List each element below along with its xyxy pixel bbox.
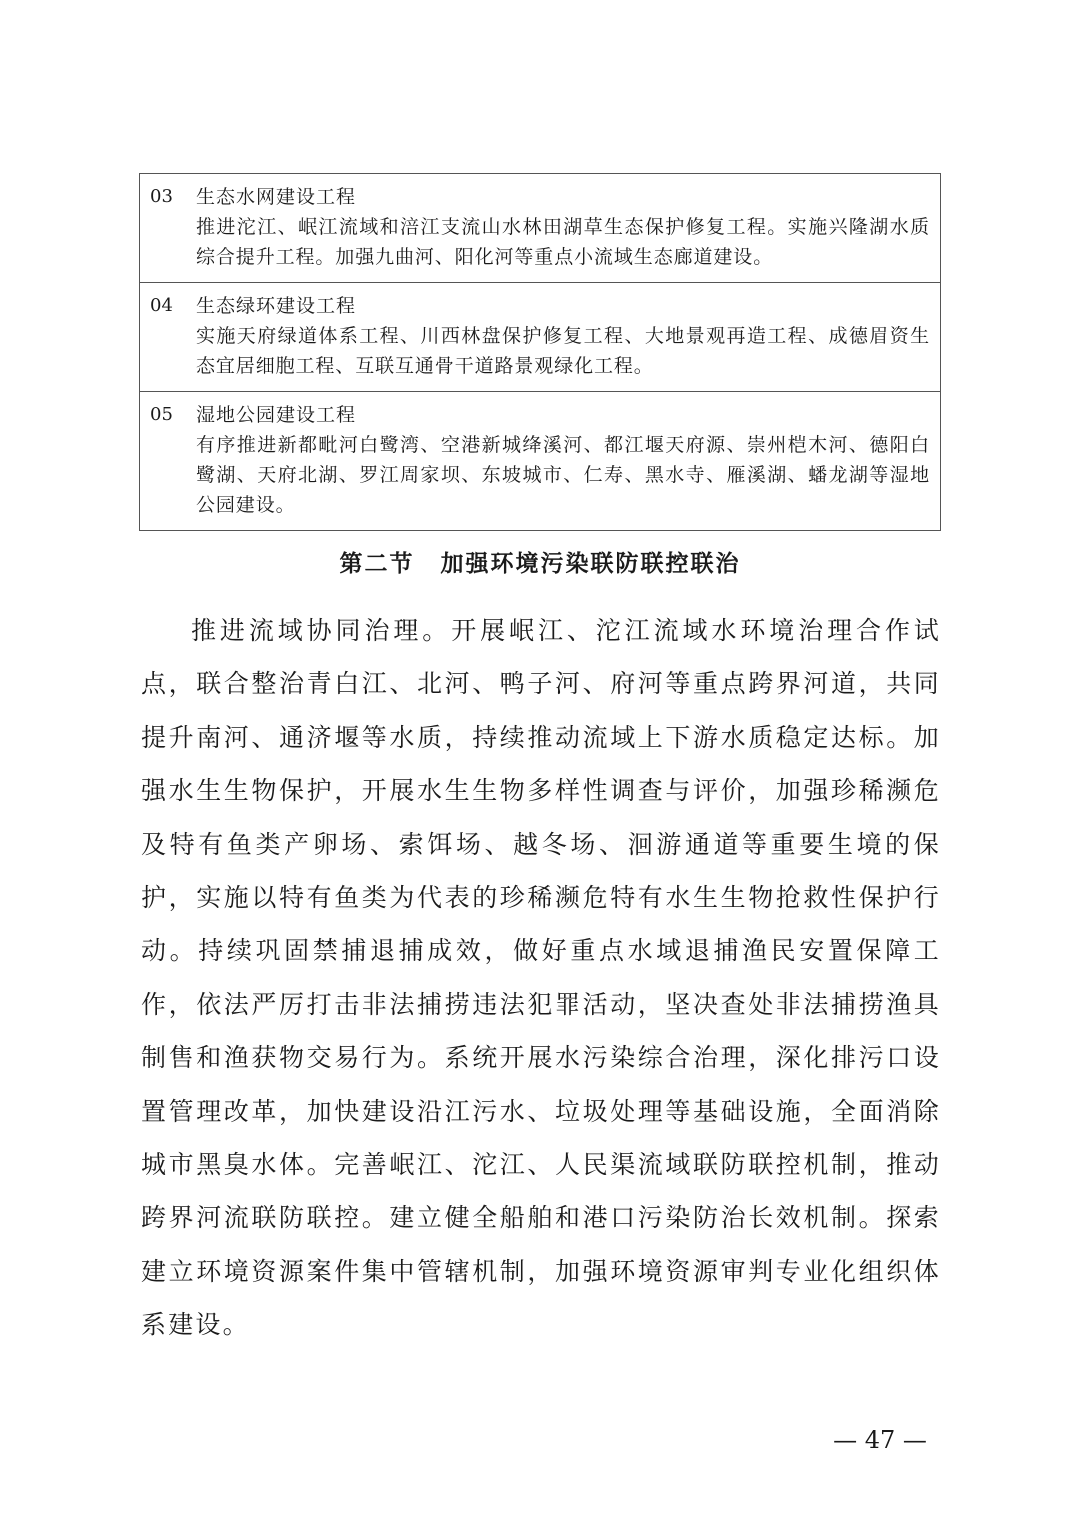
project-number: 03 — [150, 186, 173, 207]
project-number: 04 — [150, 295, 173, 316]
project-body — [196, 291, 930, 381]
page-number: — 47 — — [833, 1426, 927, 1454]
table-row — [140, 174, 940, 282]
project-body — [196, 400, 930, 520]
project-body — [196, 182, 930, 272]
project-title: 湿地公园建设工程 — [196, 404, 357, 426]
body-paragraph: 推进流域协同治理。开展岷江、沱江流域水环境治理合作试点，联合整治青白江、北河、鸭子河、府河等重点跨界河道，共同提升南河、通济堰等水质，持续推动流域上下游水质稳定达标。加强水生生物保护，开展水生生物多样性调查与评价，加强珍稀濒危及特有鱼类产卵场、索饵场、越冬场、洄游通道等重要生境的保护，实施以特有鱼类为代表的珍稀濒危特有水生生物抢救性保护行动。持续巩固禁捕退捕成效，做好重点水域退捕渔民安置保障工作，依法严厉打击非法捕捞违法犯罪活动，坚决查处非法捕捞渔具制售和渔获物交易行为。系统开展水污染综合治理，深化排污口设置管理改革，加快建设沿江污水、垃圾处理等基础设施，全面消除城市黑臭水体。完善岷江、沱江、人民渠流域联防联控机制，推动跨界河流联防联控。建立健全船舶和港口污染防治长效机制。探索建立环境资源案件集中管辖机制，加强环境资源审判专业化组织体系建设。 — [141, 616, 941, 1340]
project-title: 生态绿环建设工程 — [196, 295, 357, 317]
project-number: 05 — [150, 404, 173, 425]
table-row — [140, 282, 940, 391]
project-title: 生态水网建设工程 — [196, 186, 357, 208]
project-description: 有序推进新都毗河白鹭湾、空港新城绛溪河、都江堰天府源、崇州桤木河、德阳白鹭湖、天府北湖、罗江周家坝、东坡城市、仁寿、黑水寺、雁溪湖、蟠龙湖等湿地公园建设。 — [196, 434, 930, 516]
section-heading — [139, 545, 941, 583]
section-label: 第二节 — [339, 550, 415, 577]
project-description: 实施天府绿道体系工程、川西林盘保护修复工程、大地景观再造工程、成德眉资生态宜居细胞工程、互联互通骨干道路景观绿化工程。 — [196, 325, 930, 377]
section-title: 加强环境污染联防联控联治 — [440, 550, 741, 577]
project-description: 推进沱江、岷江流域和涪江支流山水林田湖草生态保护修复工程。实施兴隆湖水质综合提升工程。加强九曲河、阳化河等重点小流域生态廊道建设。 — [196, 216, 930, 268]
project-table — [139, 173, 941, 531]
table-row — [140, 391, 940, 530]
